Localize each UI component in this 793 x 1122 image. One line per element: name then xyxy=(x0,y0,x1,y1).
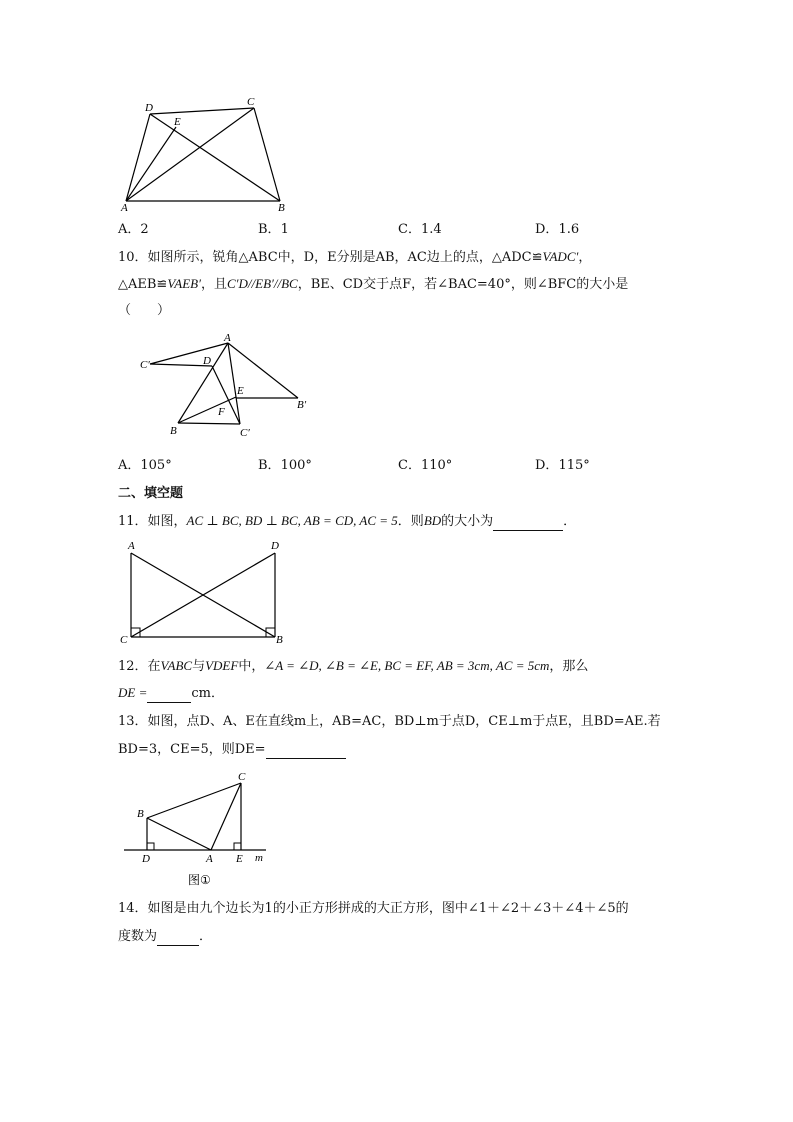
q9-figure xyxy=(118,94,298,212)
q9-label-c: C xyxy=(247,96,255,108)
q11-text: 11．如图，AC ⊥ BC, BD ⊥ BC, AB = CD, AC = 5．则BD的大小为 ． xyxy=(118,513,577,529)
q9-option-a[interactable]: A．2 xyxy=(118,222,149,237)
q10-label-a: A xyxy=(224,332,231,344)
q13-label-e: E xyxy=(236,853,243,865)
q10-figure xyxy=(136,330,326,445)
q11-label-a: A xyxy=(128,540,135,552)
q9-edge-dc xyxy=(150,108,254,114)
q9-edge-da xyxy=(126,114,150,201)
q13-label-b: B xyxy=(137,808,144,820)
q9-segment-ae xyxy=(126,127,176,201)
q13-answer-blank[interactable] xyxy=(266,744,346,759)
q12-line2: DE = cm． xyxy=(118,685,224,701)
q9-label-b: B xyxy=(278,202,285,214)
q9-diagonal-db xyxy=(150,114,280,201)
q10-label-f: F xyxy=(218,406,225,418)
q10-label-cprime: C′ xyxy=(140,359,150,371)
q10-edge-bc xyxy=(178,423,240,424)
q10-label-c: C′ xyxy=(240,427,250,439)
q13-right-angle-e xyxy=(234,843,241,850)
q14-line2: 度数为 ． xyxy=(118,929,213,944)
q14-line1: 14．如图是由九个边长为1的小正方形拼成的大正方形，图中∠1＋∠2＋∠3＋∠4＋∠5的 xyxy=(118,901,629,916)
q13-segment-bc xyxy=(147,783,241,818)
q9-option-d[interactable]: D．1.6 xyxy=(535,222,580,237)
q9-label-d: D xyxy=(145,102,153,114)
q9-option-c[interactable]: C．1.4 xyxy=(398,222,442,237)
q10-option-d[interactable]: D．115° xyxy=(535,458,590,473)
q10-label-bprime: B′ xyxy=(297,399,307,411)
q10-option-a[interactable]: A．105° xyxy=(118,458,172,473)
q13-segment-ba xyxy=(147,818,211,850)
q10-option-c[interactable]: C．110° xyxy=(398,458,453,473)
q13-label-a: A xyxy=(206,853,213,865)
q13-right-angle-d xyxy=(147,843,154,850)
q13-line2: BD=3，CE=5，则DE= xyxy=(118,741,346,759)
q11-label-c: C xyxy=(120,634,128,646)
q12-line1: 12．在VABC与VDEF中，∠A = ∠D, ∠B = ∠E, BC = EF, AB = 3cm, AC = 5cm，那么 xyxy=(118,658,589,674)
q11-label-d: D xyxy=(271,540,279,552)
q13-caption: 图① xyxy=(188,873,211,887)
q10-label-e: E xyxy=(237,385,244,397)
q13-label-d: D xyxy=(142,853,150,865)
q11-answer-blank[interactable] xyxy=(493,516,563,531)
q10-label-d: D xyxy=(203,355,211,367)
q11-figure xyxy=(116,536,296,646)
q9-edge-cb xyxy=(254,108,280,201)
q10-line3: （ ） xyxy=(118,303,171,318)
q9-label-e: E xyxy=(174,116,181,128)
q10-line1: 10．如图所示，锐角△ABC中，D，E分别是AB，AC边上的点，△ADC≌VADC′， xyxy=(118,249,592,265)
q12-answer-blank[interactable] xyxy=(147,688,191,703)
section-title-fill-in: 二、填空题 xyxy=(118,486,184,501)
q9-label-a: A xyxy=(121,202,128,214)
q13-figure xyxy=(120,768,280,890)
q13-line1: 13．如图，点D、A、E在直线m上，AB=AC，BD⊥m于点D，CE⊥m于点E，且BD=AE.若 xyxy=(118,714,661,729)
q10-option-b[interactable]: B．100° xyxy=(258,458,312,473)
q13-label-m: m xyxy=(255,852,263,864)
q11-label-b: B xyxy=(276,634,283,646)
q9-option-b[interactable]: B．1 xyxy=(258,222,289,237)
q14-answer-blank[interactable] xyxy=(157,931,199,946)
q9-diagonal-ac xyxy=(126,108,254,201)
q13-label-c: C xyxy=(238,771,246,783)
q10-label-b: B xyxy=(170,425,177,437)
q10-line2: △AEB≌VAEB′，且C′D//EB′//BC，BE、CD交于点F，若∠BAC=40°，则∠BFC的大小是 xyxy=(118,276,629,292)
